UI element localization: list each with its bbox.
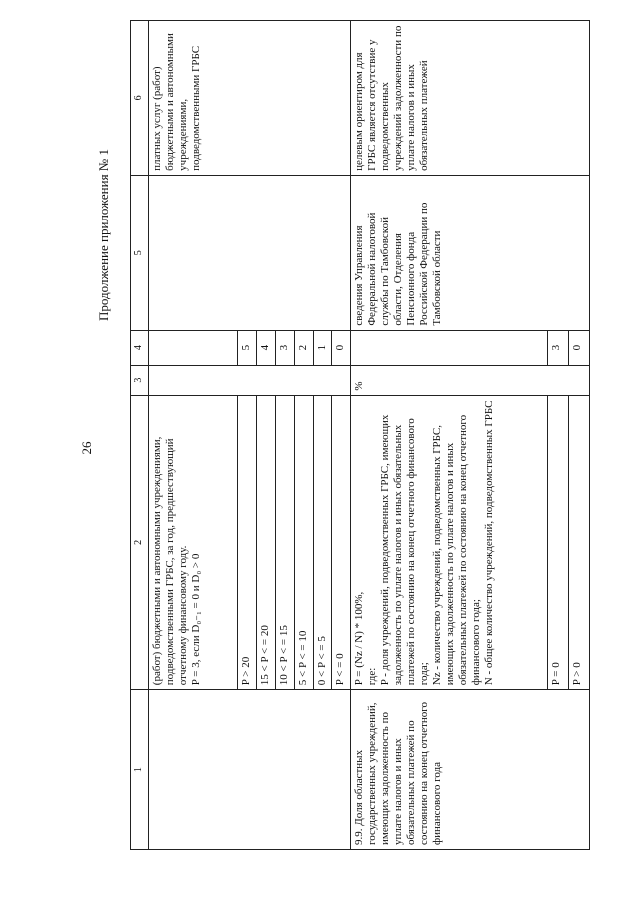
condition-cell: 5 < P < = 10 [294, 395, 313, 690]
page-number: 26 [79, 441, 94, 455]
block1-col3 [148, 365, 351, 395]
condition-cell: 15 < P < = 20 [256, 395, 275, 690]
rotated-table-container [130, 20, 590, 850]
header-cell-4: 4 [131, 330, 149, 365]
block2-comment: целевым ориентиром для ГРБС является отсутствие у подведомственных учреждений задолженности по уплате налогов и иных обязательных платежей [351, 21, 590, 176]
score-cell: 0 [568, 330, 589, 365]
header-cell-5: 5 [131, 175, 149, 330]
score-cell: 3 [547, 330, 568, 365]
score-cell: 2 [294, 330, 313, 365]
condition-cell: P = 0 [547, 395, 568, 690]
header-cell-6: 6 [131, 21, 149, 176]
indicator-title: 9.9. Доля областных государственных учреждений, имеющих задолженность по уплате налогов и иных обязательных платежей по состоянию на конец отчетного финансового года [351, 690, 590, 850]
condition-cell: P > 20 [237, 395, 256, 690]
table-row [148, 21, 237, 850]
indicator-formula: P = (Nz / N) * 100%, где: P - доля учреждений, подведомственных ГРБС, имеющих задолженность по уплате налогов и иных обязательных платежей по состоянию на конец отчетного финансового года; Nz - количество учреждений, подведомственных ГРБС, имеющих задолженность по уплате налогов и иных обязательных платежей по состоянию на конец отчетного финансового года; N - общее количество учреждений, подведомственных ГРБС [351, 395, 547, 690]
condition-cell: P > 0 [568, 395, 589, 690]
condition-cell: 0 < P < = 5 [313, 395, 332, 690]
header-cell-1: 1 [131, 690, 149, 850]
header-cell-3: 3 [131, 365, 149, 395]
table-row [351, 21, 547, 850]
score-cell: 3 [275, 330, 294, 365]
block1-col5 [148, 175, 351, 330]
condition-cell: 10 < P < = 15 [275, 395, 294, 690]
score-cell: 0 [332, 330, 351, 365]
block1-comment: платных услуг (работ) бюджетными и автономными учреждениями, подведомственными ГРБС [148, 21, 351, 176]
block1-col4-empty [148, 330, 237, 365]
score-cell: 4 [256, 330, 275, 365]
criteria-table [130, 20, 590, 850]
score-cell: 5 [237, 330, 256, 365]
block1-description: (работ) бюджетными и автономными учреждениями, подведомственными ГРБС, за год, предшествующий отчетному финансовому году. P = 3, если D₀₋₁ = 0 и D₀ > 0 [148, 395, 237, 690]
header-cell-2: 2 [131, 395, 149, 690]
condition-cell: P < = 0 [332, 395, 351, 690]
score-cell: 1 [313, 330, 332, 365]
header-row [131, 21, 149, 850]
unit-cell: % [351, 365, 590, 395]
appendix-label: Продолжение приложения № 1 [96, 149, 111, 321]
block1-col1 [148, 690, 351, 850]
block2-col4-empty [351, 330, 547, 365]
data-source: сведения Управления Федеральной налоговой службы по Тамбовской области, Отделения Пенсионного фонда Российской Федерации по Тамбовской области [351, 175, 590, 330]
